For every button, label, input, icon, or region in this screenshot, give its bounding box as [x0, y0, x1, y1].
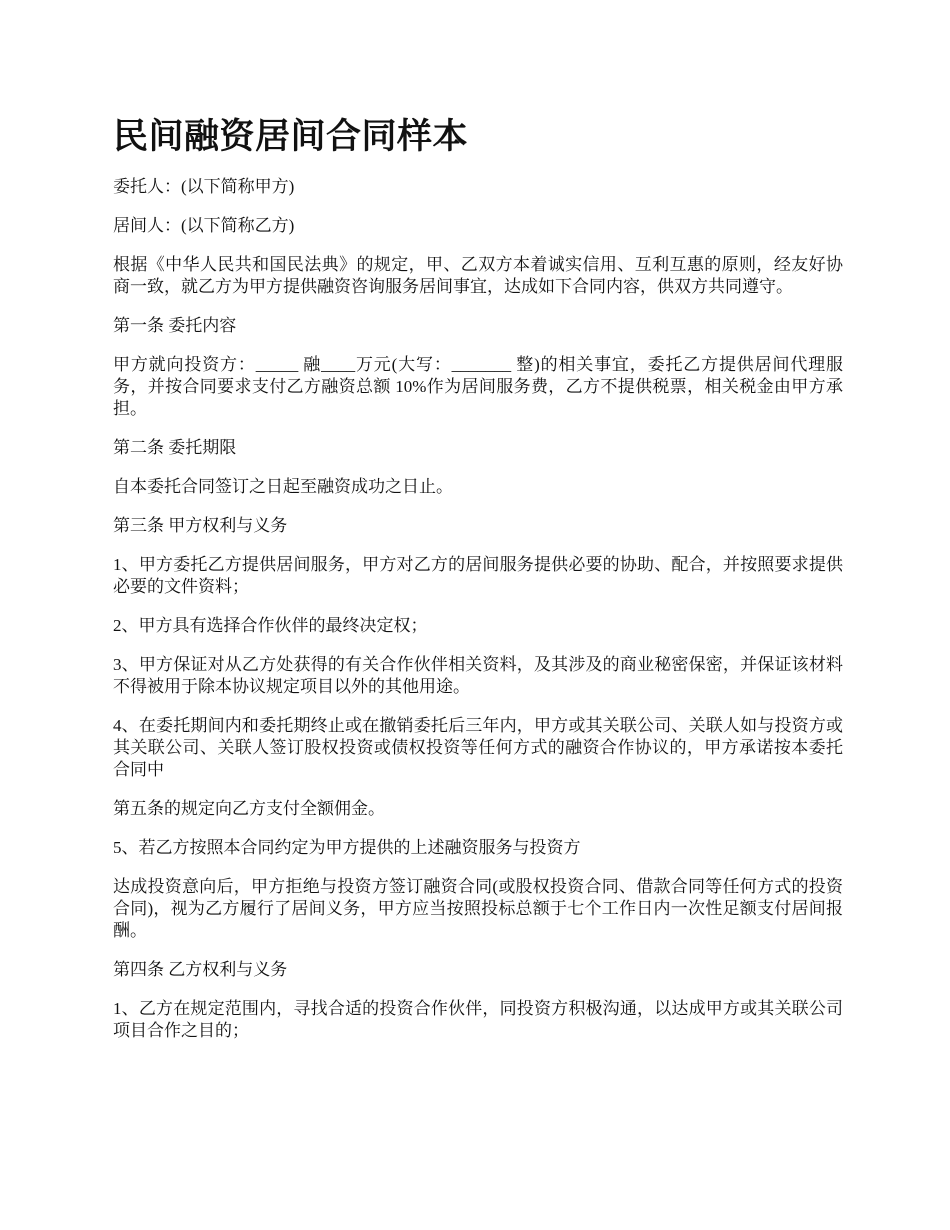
article-1-body: 甲方就向投资方：_____ 融____万元(大写：_______ 整)的相关事宜，委托乙方提供居间代理服务，并按合同要求支付乙方融资总额 10%作为居间服务费，乙方不提供税票，相关税金由甲方承担。: [113, 355, 843, 418]
article-3-item-5: 5、若乙方按照本合同约定为甲方提供的上述融资服务与投资方: [113, 838, 581, 857]
article-3-item-3: 3、甲方保证对从乙方处获得的有关合作伙伴相关资料，及其涉及的商业秘密保密，并保证该材料不得被用于除本协议规定项目以外的其他用途。: [113, 655, 843, 696]
article-1-heading: 第一条 委托内容: [113, 316, 237, 335]
article-2-body: 自本委托合同签订之日起至融资成功之日止。: [113, 477, 453, 496]
article-3-item-1: 1、甲方委托乙方提供居间服务，甲方对乙方的居间服务提供必要的协助、配合，并按照要求提供必要的文件资料；: [113, 555, 843, 596]
party-a-line: 委托人：(以下简称甲方): [113, 177, 295, 196]
party-b-line: 居间人：(以下简称乙方): [113, 216, 295, 235]
article-4-heading: 第四条 乙方权利与义务: [113, 960, 288, 979]
document-page: [113, 112, 843, 1059]
document-title: 民间融资居间合同样本: [113, 117, 469, 157]
article-3-item-2: 2、甲方具有选择合作伙伴的最终决定权；: [113, 616, 428, 635]
article-4-item-1: 1、乙方在规定范围内，寻找合适的投资合作伙伴，同投资方积极沟通，以达成甲方或其关联公司项目合作之目的；: [113, 999, 843, 1040]
article-3-heading: 第三条 甲方权利与义务: [113, 516, 288, 535]
article-3-item-4-continued: 第五条的规定向乙方支付全额佣金。: [113, 799, 385, 818]
preamble-paragraph: 根据《中华人民共和国民法典》的规定，甲、乙双方本着诚实信用、互利互惠的原则，经友好协商一致，就乙方为甲方提供融资咨询服务居间事宜，达成如下合同内容，供双方共同遵守。: [113, 255, 843, 296]
article-3-item-5-continued: 达成投资意向后，甲方拒绝与投资方签订融资合同(或股权投资合同、借款合同等任何方式的投资合同)，视为乙方履行了居间义务，甲方应当按照投标总额于七个工作日内一次性足额支付居间报酬。: [113, 877, 843, 940]
article-2-heading: 第二条 委托期限: [113, 438, 237, 457]
article-3-item-4: 4、在委托期间内和委托期终止或在撤销委托后三年内，甲方或其关联公司、关联人如与投资方或其关联公司、关联人签订股权投资或债权投资等任何方式的融资合作协议的，甲方承诺按本委托合同中: [113, 716, 843, 779]
